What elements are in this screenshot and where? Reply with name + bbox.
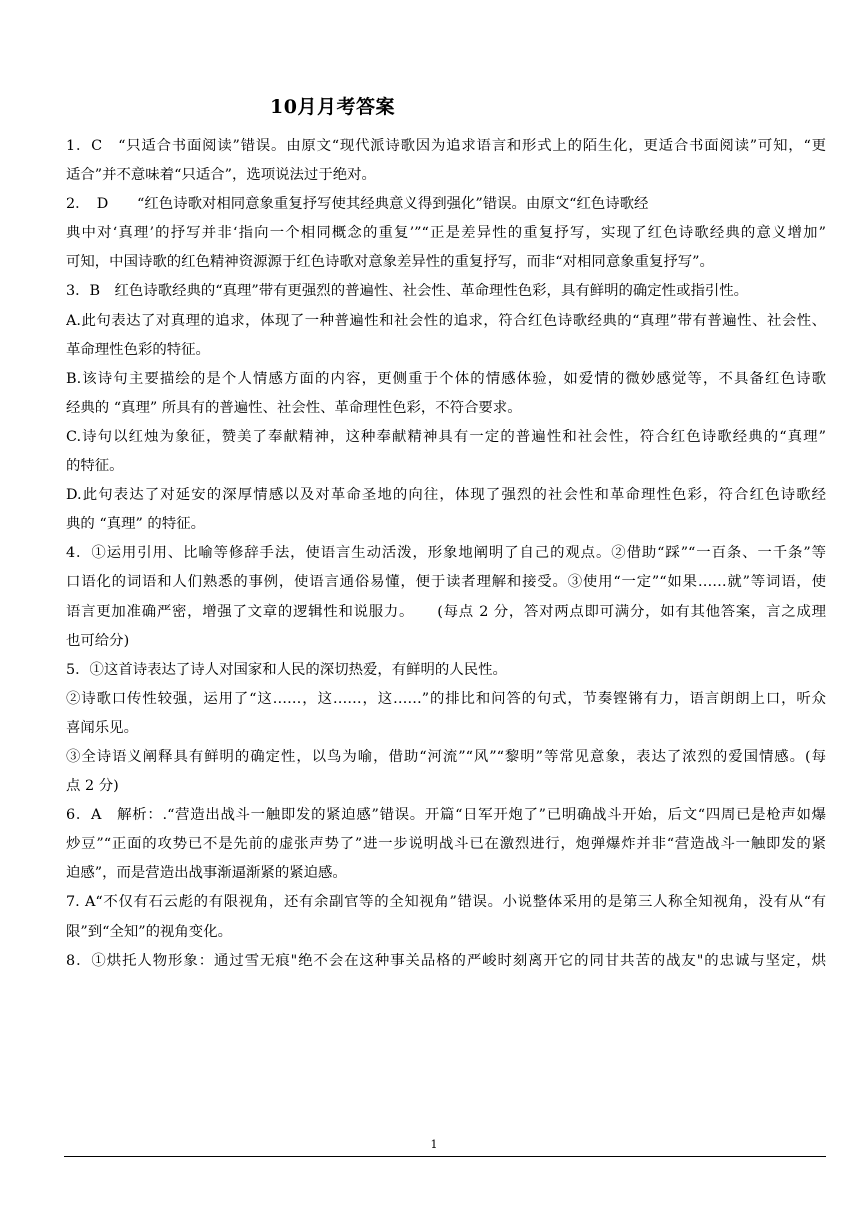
text-line: 典的 “真理” 的特征。 — [66, 516, 205, 533]
text-line: 喜闻乐见。 — [66, 719, 138, 736]
text-line: 的特征。 — [66, 458, 124, 475]
text-line: ③全诗语义阐释具有鲜明的确定性，以鸟为喻，借助“河流”“风”“黎明”等常见意象，表达了浓烈的爱国情感。(每 — [66, 748, 826, 765]
text-line: 语言更加准确严密，增强了文章的逻辑性和说服力。 (每点 2 分，答对两点即可满分，如有其他答案，言之成理 — [66, 603, 826, 620]
footer-rule — [64, 1156, 826, 1157]
answer-body — [66, 132, 826, 976]
page-title: 10月月考答案 — [270, 96, 395, 118]
text-line: 2． D “红色诗歌对相同意象重复抒写使其经典意义得到强化”错误。由原文“红色诗歌经 — [66, 196, 649, 213]
text-line: ②诗歌口传性较强，运用了“这……，这……，这……”的排比和问答的句式，节奏铿锵有力，语言朗朗上口，听众 — [66, 690, 826, 707]
text-line: D.此句表达了对延安的深厚情感以及对革命圣地的向往，体现了强烈的社会性和革命理性色彩，符合红色诗歌经 — [66, 487, 826, 504]
text-line: 5．①这首诗表达了诗人对国家和人民的深切热爱，有鲜明的人民性。 — [66, 661, 507, 678]
text-line: 口语化的词语和人们熟悉的事例，使语言通俗易懂，便于读者理解和接受。③使用“一定”“如果……就”等词语，使 — [66, 574, 826, 591]
text-line: 6．A 解析：.“营造出战斗一触即发的紧迫感”错误。开篇“日军开炮了”已明确战斗开始，后文“四周已是枪声如爆 — [66, 807, 826, 824]
text-line: 1．C “只适合书面阅读”错误。由原文“现代派诗歌因为追求语言和形式上的陌生化，更适合书面阅读”可知，“更 — [66, 138, 826, 154]
text-line: 经典的 “真理” 所具有的普遍性、社会性、革命理性色彩，不符合要求。 — [66, 399, 522, 416]
text-line: 3．B 红色诗歌经典的“真理”带有更强烈的普遍性、社会性、革命理性色彩，具有鲜明的确定性或指引性。 — [66, 283, 749, 300]
page-number: 1 — [430, 1138, 438, 1151]
text-line: 典中对‘真理’的抒写并非‘指向一个相同概念的重复’”“正是差异性的重复抒写，实现了红色诗歌经典的意义增加” — [66, 225, 826, 242]
text-line: 也可给分) — [66, 632, 130, 649]
text-line: 4．①运用引用、比喻等修辞手法，使语言生动活泼，形象地阐明了自己的观点。②借助“踩”“一百条、一千条”等 — [66, 545, 826, 562]
text-line: 适合”并不意味着“只适合”，选项说法过于绝对。 — [66, 167, 376, 184]
text-line: C.诗句以红烛为象征，赞美了奉献精神，这种奉献精神具有一定的普遍性和社会性，符合红色诗歌经典的“真理” — [66, 428, 826, 445]
text-line: 8．①烘托人物形象：通过雪无痕"绝不会在这种事关品格的严峻时刻离开它的同甘共苦的战友"的忠诚与坚定，烘 — [66, 952, 826, 969]
text-line: 迫感”，而是营造出战事渐逼渐紧的紧迫感。 — [66, 865, 347, 882]
text-line: 限”到“全知”的视角变化。 — [66, 923, 232, 940]
text-line: 炒豆”“正面的攻势已不是先前的虚张声势了”进一步说明战斗已在激烈进行，炮弹爆炸并非“营造战斗一触即发的紧 — [66, 836, 826, 853]
text-line: 7. A“不仅有石云彪的有限视角，还有余副官等的全知视角”错误。小说整体采用的是第三人称全知视角，没有从“有 — [66, 894, 826, 911]
text-line: A.此句表达了对真理的追求，体现了一种普遍性和社会性的追求，符合红色诗歌经典的“真理”带有普遍性、社会性、 — [66, 312, 826, 329]
text-line: 点 2 分) — [66, 778, 119, 795]
text-line: 可知，中国诗歌的红色精神资源源于红色诗歌对意象差异性的重复抒写，而非“对相同意象重复抒写”。 — [66, 254, 714, 271]
text-line: B.该诗句主要描绘的是个人情感方面的内容，更侧重于个体的情感体验，如爱情的微妙感觉等，不具备红色诗歌 — [66, 370, 826, 387]
text-line: 革命理性色彩的特征。 — [66, 341, 210, 358]
